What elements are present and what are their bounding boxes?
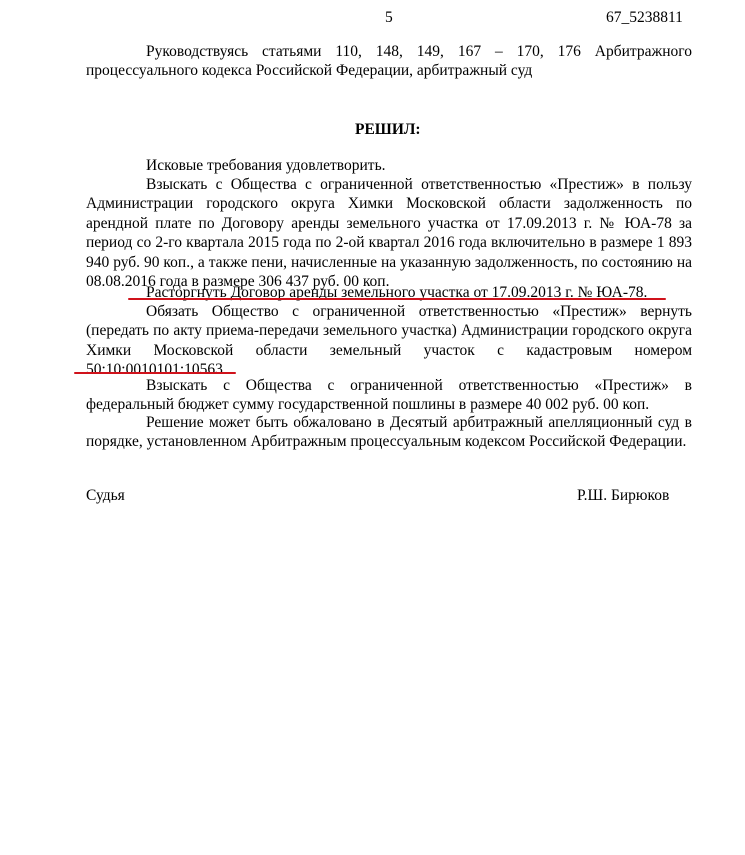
paragraph-text: Расторгнуть Договор аренды земельного участка от 17.09.2013 г. № ЮА-78. <box>146 284 648 301</box>
paragraph-return-land-plot <box>86 302 692 380</box>
page-number: 5 <box>385 9 393 26</box>
paragraph-state-duty <box>86 376 692 415</box>
paragraph-appeal <box>86 413 692 452</box>
signature-role: Судья <box>86 487 125 504</box>
intro-paragraph <box>86 42 692 81</box>
red-underline-annotation <box>74 372 236 374</box>
red-underline-annotation <box>128 298 666 300</box>
paragraph-text: Исковые требования удовлетворить. <box>146 157 386 174</box>
signature-name: Р.Ш. Бирюков <box>577 487 670 504</box>
paragraph-text: Взыскать с Общества с ограниченной ответственностью «Престиж» в федеральный бюджет сумму государственной пошлины в размере 40 002 руб. 00 коп. <box>86 377 692 414</box>
paragraph-text: Обязать Общество с ограниченной ответственностью «Престиж» вернуть (передать по акту приема-передачи земельного участка) Администрации городского округа Химки Московской области земельный участок с кадастровым номером 50:10:0010101:10563. <box>86 303 692 379</box>
case-number: 67_5238811 <box>606 9 683 26</box>
paragraph-text: Решение может быть обжаловано в Десятый арбитражный апелляционный суд в порядке, установленном Арбитражным процессуальным кодексом Российской Федерации. <box>86 414 692 451</box>
intro-text: Руководствуясь статьями 110, 148, 149, 167 – 170, 176 Арбитражного процессуального кодекса Российской Федерации, арбитражный суд <box>86 43 692 80</box>
decision-heading: РЕШИЛ: <box>355 121 421 138</box>
paragraph-recover-debt <box>86 175 692 291</box>
paragraph-text: Взыскать с Общества с ограниченной ответственностью «Престиж» в пользу Администрации городского округа Химки Московской области задолженность по арендной плате по Договору аренды земельного участка от 17.09.2013 г. № ЮА-78 за период со 2-го квартала 2015 года по 2-ой квартал 2016 года включительно в размере 1 893 940 руб. 90 коп., а также пени, начисленные на указанную задолженность, по состоянию на 08.08.2016 года в размере 306 437 руб. 00 коп. <box>86 176 692 291</box>
paragraph-claims-satisfied <box>86 156 692 175</box>
